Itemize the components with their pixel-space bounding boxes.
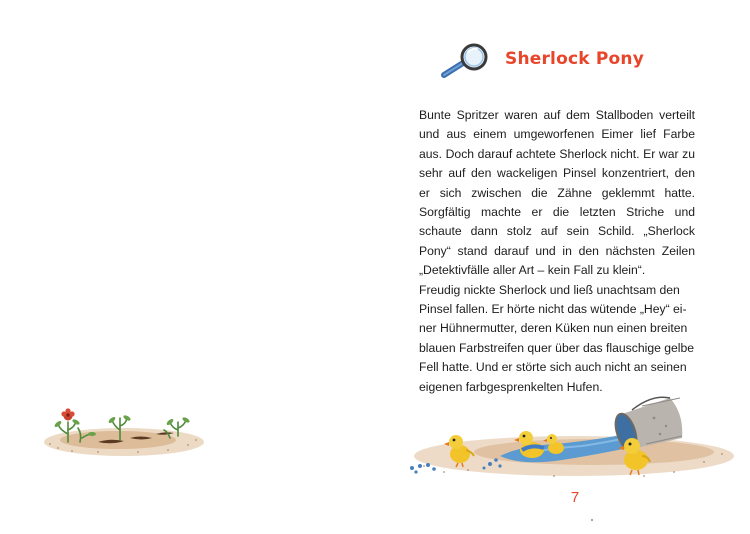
ground-with-plants-illustration bbox=[38, 404, 204, 466]
chapter-title: Sherlock Pony bbox=[505, 49, 644, 69]
story-text bbox=[419, 106, 695, 397]
flower bbox=[61, 408, 74, 420]
page-mark bbox=[591, 519, 593, 521]
paint-bucket-chicks-illustration bbox=[404, 392, 734, 486]
story-paragraph: Freudig nickte Sherlock und ließ unachtsam den Pinsel fallen. Er hörte nicht das wütende „Hey“ einer Hühnermutter, deren Küken nun einen breiten blauen Farbstreifen quer über das flauschige gelbe Fell hatte. Und er störte sich auch nicht an seinen eigenen farbgesprenkelten Hufen. bbox=[419, 282, 695, 394]
page-number: 7 bbox=[570, 489, 580, 506]
magnifying-glass-icon bbox=[436, 42, 492, 82]
story-paragraph: Bunte Spritzer waren auf dem Stallboden verteilt und aus einem umgeworfenen Eimer lief Farbe aus. Doch darauf achtete Sherlock nicht. Er war zu sehr auf den wackeligen Pinsel konzentriert, den er sich zwischen die Zähne geklemmt hatte. Sorgfältig machte er die letzten Striche und schaute dann stolz auf sein Schild. „Sherlock Pony“ stand darauf und in den nächsten Zeilen „Detektivfälle aller Art – kein Fall zu klein“. bbox=[419, 108, 695, 278]
